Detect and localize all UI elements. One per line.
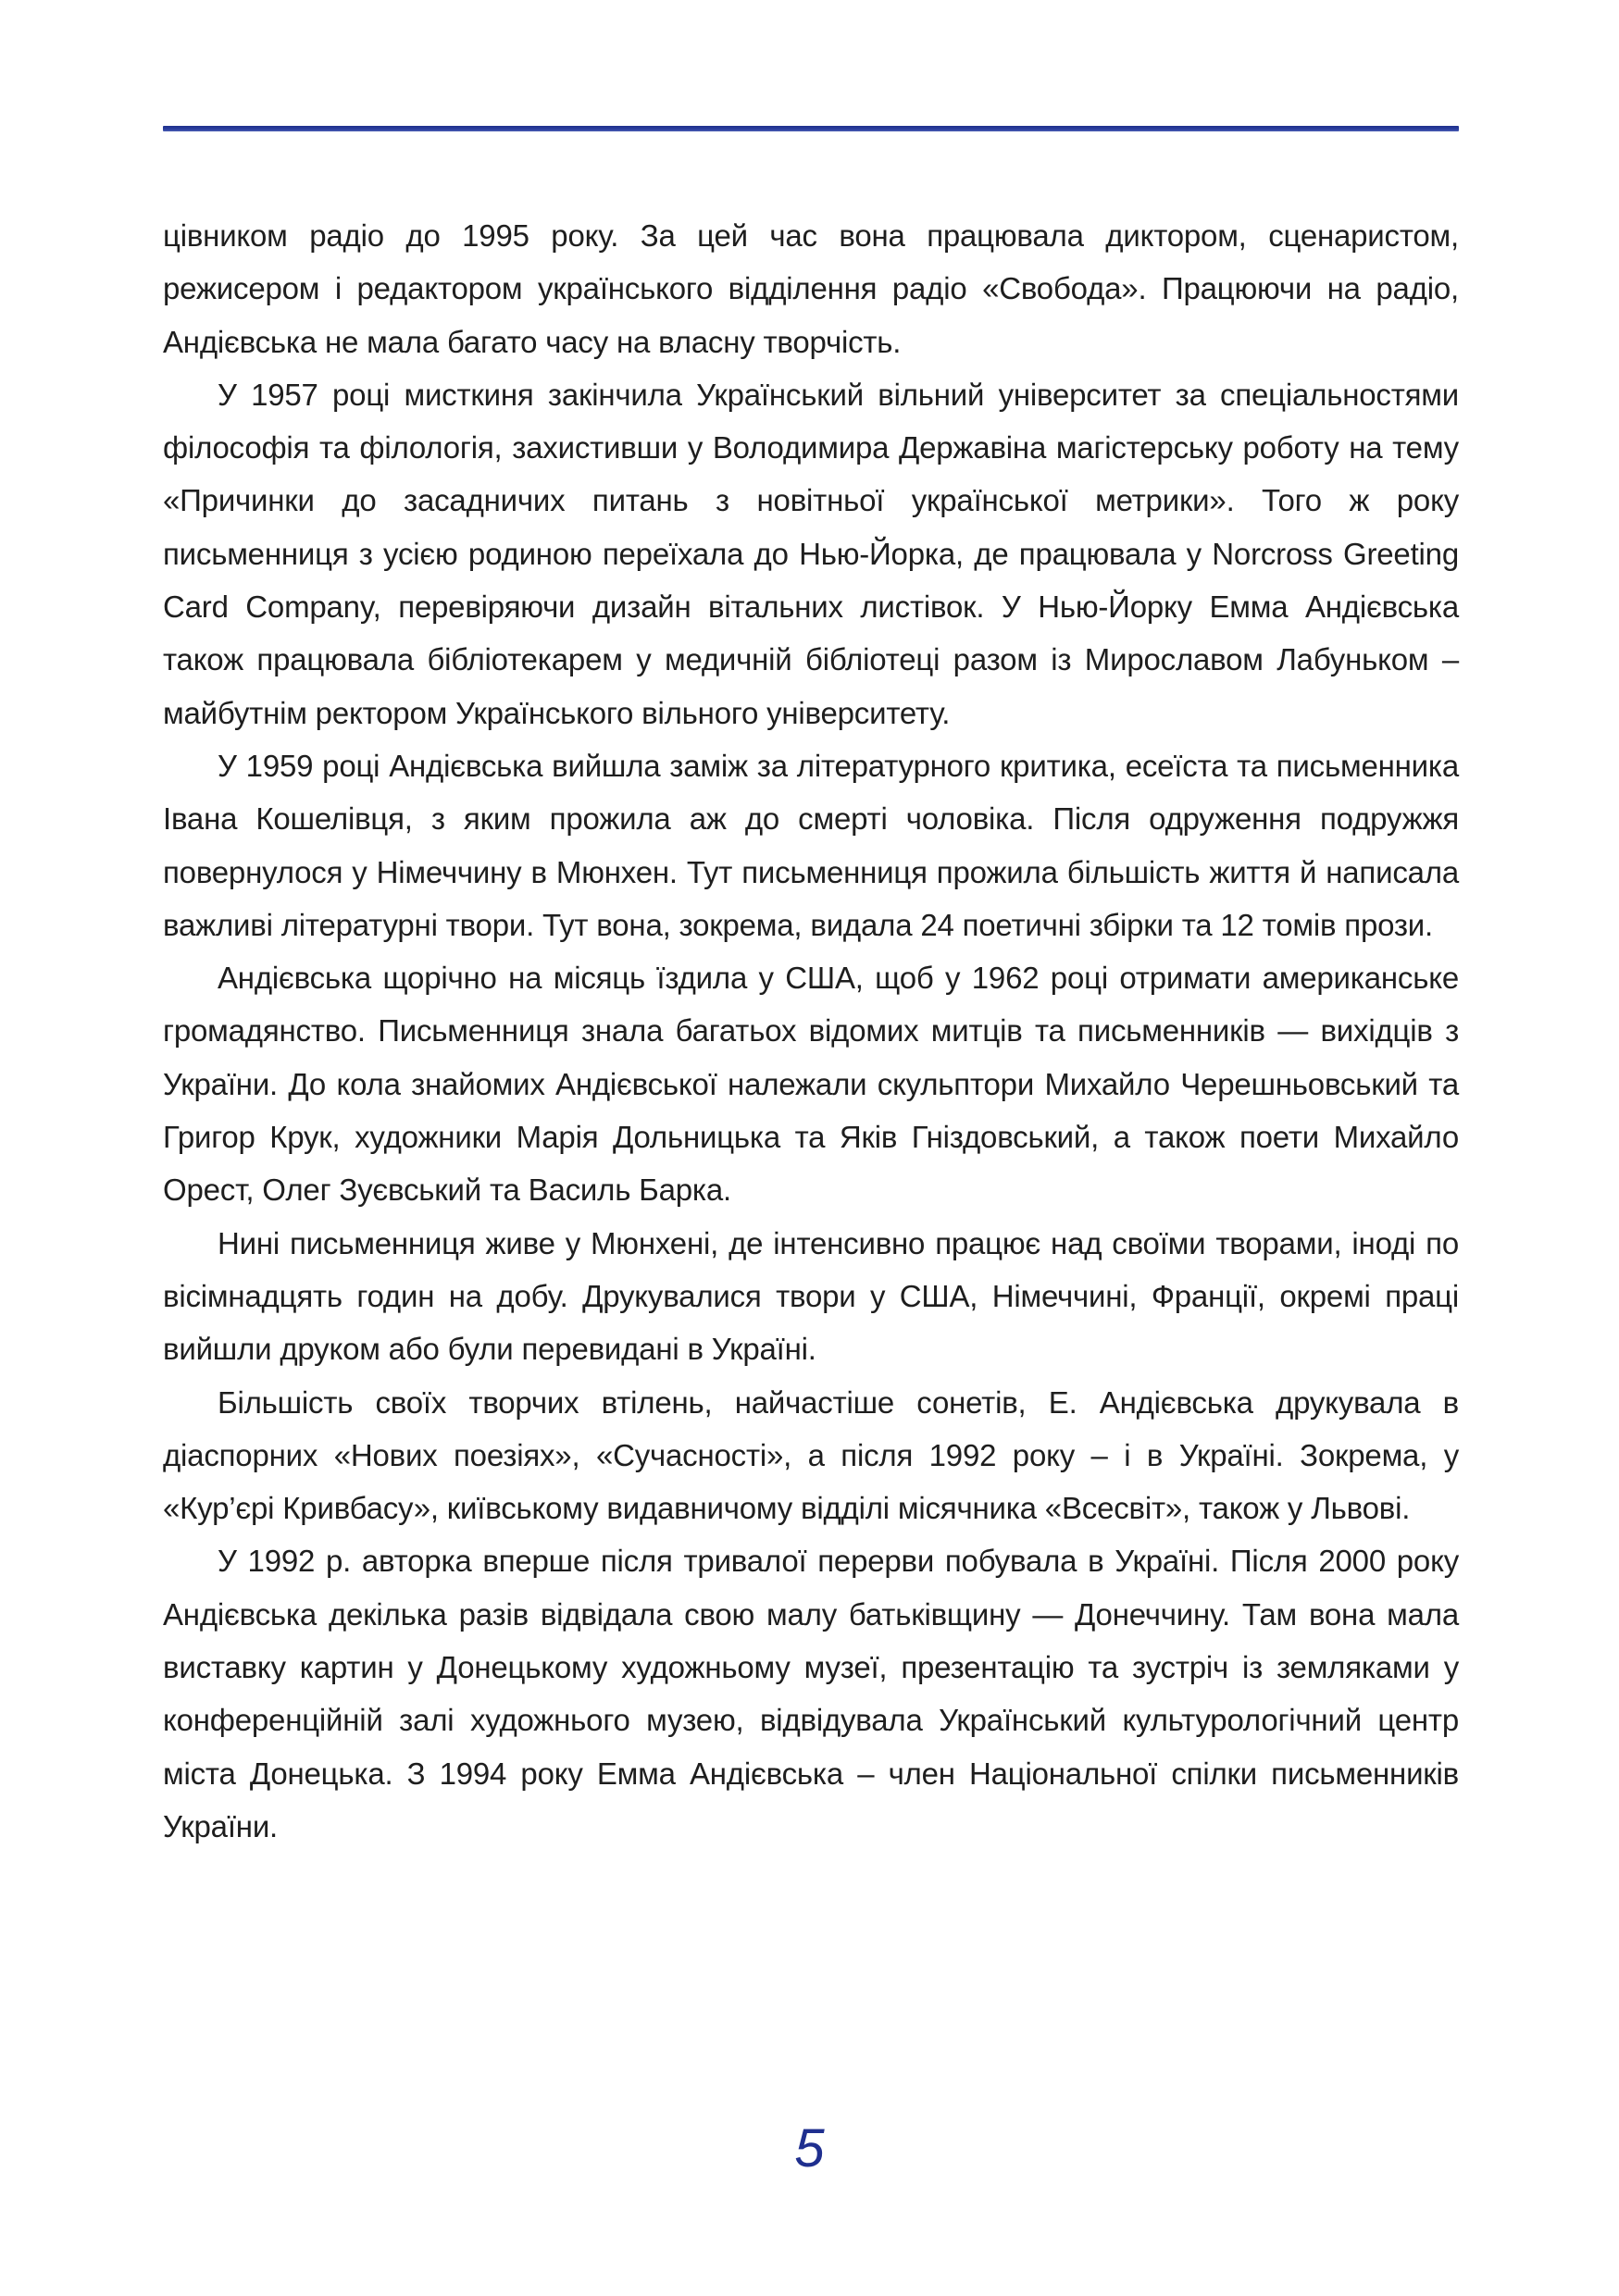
paragraph-1: цівником радіо до 1995 року. За цей час вона працювала диктором, сценаристом, режисером і редактором українського відділення радіо «Свобода». Працюючи на радіо, Андієвська не мала багато часу на власну творчість. [163,218,1459,359]
paragraph-3: У 1959 році Андієвська вийшла заміж за літературного критика, есеїста та письменника Івана Кошелівця, з яким прожила аж до смерті чоловіка. Після одруження подружжя повернулося у Німеччину в Мюнхен. Тут письменниця прожила більшість життя й написала важливі літературні твори. Тут вона, зокрема, видала 24 поетичні збірки та 12 томів прози. [163,748,1459,942]
paragraph-7: У 1992 р. авторка вперше після тривалої перерви побувала в Україні. Після 2000 року Андієвська декілька разів відвідала свою малу батьківщину — Донеччину. Там вона мала виставку картин у Донецькому художньому музеї, презентацію та зустріч із земляками у конференційній залі художнього музею, відвідувала Український культурологічний центр міста Донецька. З 1994 року Емма Андієвська – член Національної спілки письменників України. [163,1544,1459,1843]
header-rule [163,126,1459,131]
paragraph-5: Нині письменниця живе у Мюнхені, де інтенсивно працює над своїми творами, іноді по вісімнадцять годин на добу. Друкувалися твори у США, Німеччині, Франції, окремі праці вийшли друком або були перевидані в Україні. [163,1225,1459,1367]
body-text [163,209,1459,1853]
page-number: 5 [794,2118,825,2178]
paragraph-6: Більшість своїх творчих втілень, найчастіше сонетів, Е. Андієвська друкувала в діаспорних «Нових поезіях», «Сучасності», а після 1992 року – і в Україні. Зокрема, у «Кур’єрі Кривбасу», київському видавничому відділі місячника «Всесвіт», також у Львові. [163,1384,1459,1526]
paragraph-4: Андієвська щорічно на місяць їздила у США, щоб у 1962 році отримати американське громадянство. Письменниця знала багатьох відомих митців та письменників — вихідців з України. До кола знайомих Андієвської належали скульптори Михайло Черешньовський та Григор Крук, художники Марія Дольницька та Яків Гніздовський, а також поети Михайло Орест, Олег Зуєвський та Василь Барка. [163,961,1459,1208]
paragraph-2: У 1957 році мисткиня закінчила Український вільний університет за спеціальностями філософія та філологія, захистивши у Володимира Державіна магістерську роботу на тему «Причинки до засадничих питань з новітньої української метрики». Того ж року письменниця з усією родиною переїхала до Нью-Йорка, де працювала у Norcross Greeting Card Company, перевіряючи дизайн вітальних листівок. У Нью-Йорку Емма Андієвська також працювала бібліотекарем у медичній бібліотеці разом із Мирославом Лабуньком – майбутнім ректором Українського вільного університету. [163,377,1459,730]
